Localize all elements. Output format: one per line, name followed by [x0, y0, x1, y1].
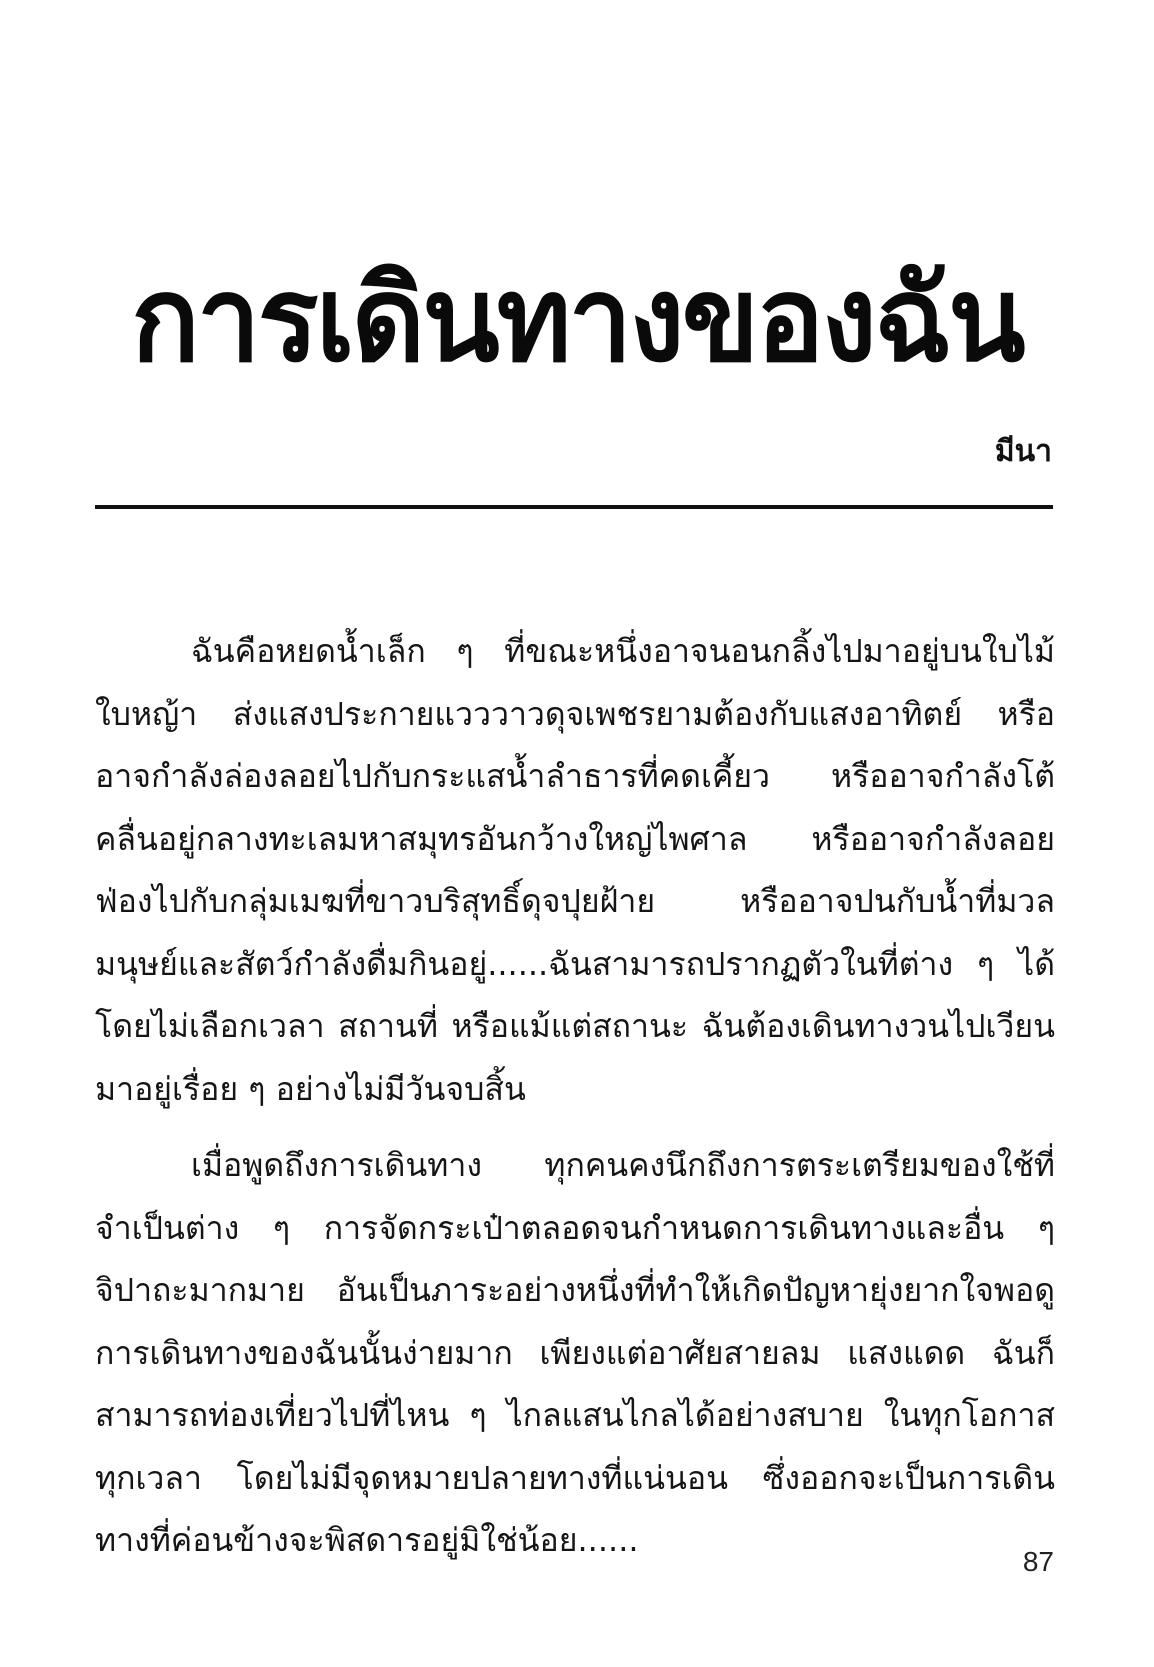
- paragraph-spacer: [95, 1120, 1055, 1134]
- page-number: 87: [1022, 1546, 1054, 1577]
- text-line: จำเป็นต่าง ๆ การจัดกระเป๋าตลอดจนกำหนดการเดินทางและอื่น ๆ: [95, 1208, 1055, 1247]
- text-line: เมื่อพูดถึงการเดินทาง ทุกคนคงนึกถึงการตระเตรียมของใช้ที่: [191, 1146, 1055, 1184]
- text-line: ทุกเวลา โดยไม่มีจุดหมายปลายทางที่แน่นอน ซึ่งออกจะเป็นการเดิน: [95, 1458, 1055, 1497]
- text-line: มาอยู่เรื่อย ๆ อย่างไม่มีวันจบสิ้น: [95, 1069, 526, 1108]
- article-body: [95, 620, 1055, 1572]
- text-line: อาจกำลังล่องลอยไปกับกระแสน้ำลำธารที่คดเคี้ยว หรืออาจกำลังโต้: [95, 757, 1055, 795]
- text-line: มนุษย์และสัตว์กำลังดื่มกินอยู่......ฉันสามารถปรากฏตัวในที่ต่าง ๆ ได้: [95, 944, 1055, 983]
- text-line: ทางที่ค่อนข้างจะพิสดารอยู่มิใช่น้อย......: [95, 1521, 639, 1559]
- text-line: สามารถท่องเที่ยวไปที่ไหน ๆ ไกลแสนไกลได้อย่างสบาย ในทุกโอกาส: [95, 1396, 1055, 1434]
- text-line: ใบหญ้า ส่งแสงประกายแวววาวดุจเพชรยามต้องกับแสงอาทิตย์ หรือ: [95, 694, 1055, 733]
- paragraph: [95, 620, 1055, 1120]
- text-line: ฉันคือหยดน้ำเล็ก ๆ ที่ขณะหนึ่งอาจนอนกลิ้งไปมาอยู่บนใบไม้: [191, 632, 1055, 670]
- text-line: จิปาถะมากมาย อันเป็นภาระอย่างหนึ่งที่ทำให้เกิดปัญหายุ่งยากใจพอดู: [95, 1271, 1055, 1309]
- title-divider: [95, 505, 1053, 509]
- author-name: มีนา: [994, 434, 1052, 469]
- text-line: คลื่นอยู่กลางทะเลมหาสมุทรอันกว้างใหญ่ไพศาล หรืออาจกำลังลอย: [95, 819, 1055, 858]
- article-title: การเดินทางของฉัน: [131, 250, 1023, 388]
- text-line: โดยไม่เลือกเวลา สถานที่ หรือแม้แต่สถานะ ฉันต้องเดินทางวนไปเวียน: [95, 1007, 1055, 1045]
- text-line: ฟ่องไปกับกลุ่มเมฆที่ขาวบริสุทธิ์ดุจปุยฝ้าย หรืออาจปนกับน้ำที่มวล: [95, 882, 1055, 920]
- paragraph: [95, 1134, 1055, 1572]
- text-line: การเดินทางของฉันนั้นง่ายมาก เพียงแต่อาศัยสายลม แสงแดด ฉันก็: [95, 1333, 1055, 1372]
